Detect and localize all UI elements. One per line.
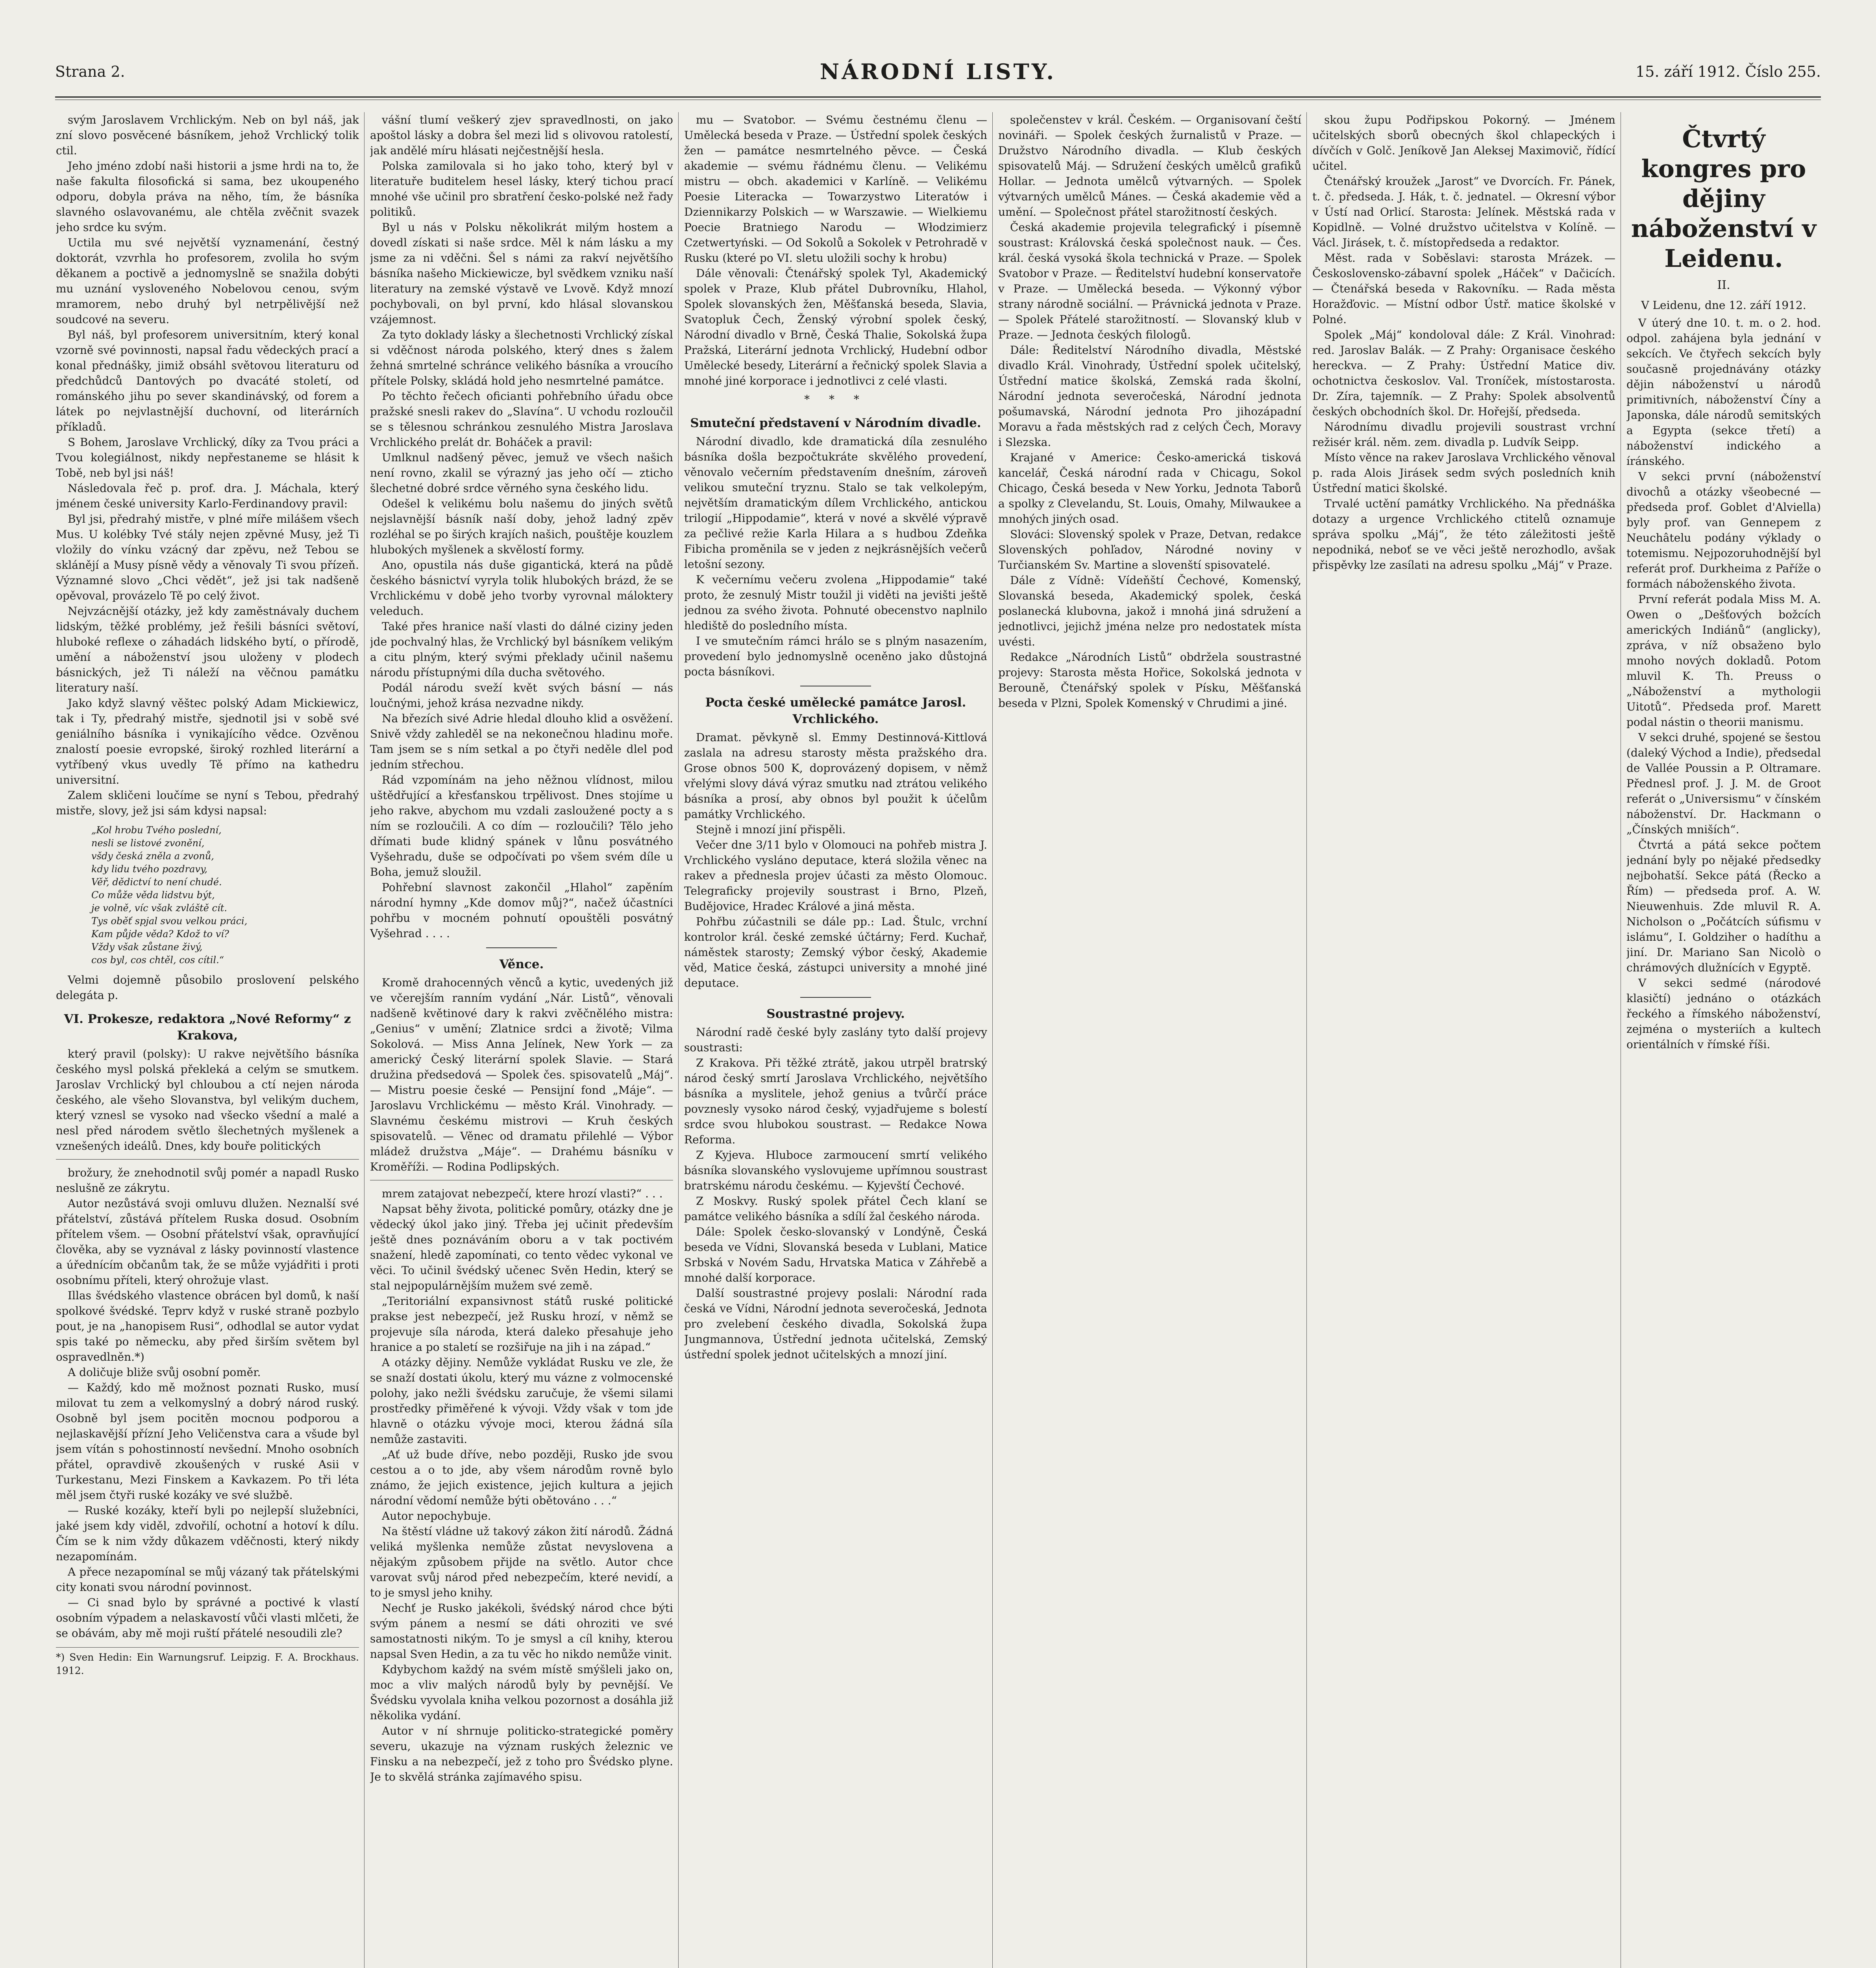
- paragraph: Také přes hranice naší vlasti do dálné ciziny jeden jde pochvalný hlas, že Vrchlický byl básníkem velikým a citu plným, který svými překlady učinil našemu národu přístupnými díla ducha světového.: [370, 620, 673, 679]
- paragraph: Redakce „Národních Listů“ obdržela soustrastné projevy: Starosta města Hořice, Sokolská jednota v Berouně, Čtenářský spolek v Písku, Měšťanská beseda v Plzni, Spolek Komenský v Chrudimi a jiné.: [998, 651, 1301, 710]
- paragraph: Následovala řeč p. prof. dra. J. Máchala, který jménem české university Karlo-Ferdinandovy pravil:: [56, 482, 359, 510]
- header-rule: [55, 96, 1821, 98]
- paragraph: Odešel k velikému bolu našemu do jiných světů nejslavnější básník naší doby, jehož ladný zpěv rozléhal se po širých krajích našich, pouštěje kouzlem hlubokých myšlenek a skvělostí formy.: [370, 497, 673, 556]
- footnote: *) Sven Hedin: Ein Warnungsruf. Leipzig. F. A. Brockhaus. 1912.: [56, 1647, 359, 1678]
- column-5: [1312, 112, 1615, 1968]
- separator: [486, 947, 557, 948]
- paragraph: První referát podala Miss M. A. Owen o „Dešťových božcích amerických Indiánů“ (anglicky), zpráva, v níž obsaženo bylo mnoho nových dokladů. Potom mluvil K. Th. Preuss o „Náboženství a mythologii Uitotů“. Předseda prof. Marett podal nástin o theorii manismu.: [1626, 593, 1821, 729]
- paragraph: Autor nezůstává svoji omluvu dlužen. Neznalší své přátelství, zůstává přítelem Ruska dosud. Osobním přítelem všem. — Osobní přátelství však, opravňující člověka, aby se vyznával z lásky povinností vlastence a úřednícím občanům tak, že se může vyjádřiti i proti osobnímu příteli, který ohrožuje vlast.: [56, 1197, 359, 1287]
- masthead-title: NÁRODNÍ LISTY.: [820, 59, 1056, 84]
- paragraph: A otázky dějiny. Nemůže vykládat Rusku ve zle, že se snaží dostati úkolu, který mu vázne z volmocenské polohy, jako nežli švédsku zaručuje, že všemi silami prostředky přiměřené k vývoji. Vždy však v tom jde hlavně o otázku vývoje moci, kterou žádná síla nemůže zastaviti.: [370, 1356, 673, 1446]
- paragraph: Na březích sivé Adrie hledal dlouho klid a osvěžení. Snivě vždy zahleděl se na nekonečnou hladinu moře. Tam jsem se s ním setkal a po čtyři neděle dlel pod jedním střechou.: [370, 712, 673, 771]
- running-header: [55, 59, 1821, 91]
- paragraph: Velmi dojemně působilo proslovení pelského delegáta p.: [56, 973, 359, 1002]
- section-heading: VI. Prokesze, redaktora „Nové Reformy“ z Krakova,: [64, 1012, 351, 1043]
- article-part-number: II.: [1717, 278, 1730, 292]
- paragraph: Illas švédského vlastence obrácen byl domů, k naší spolkové švédské. Teprv když v ruské straně pozbylo pout, je na „hanopisem Rusi“, odhodlal se autor vydat spis také po německu, aby před širším světem byl ospravedlněn.*): [56, 1289, 359, 1363]
- paragraph: Rád vzpomínám na jeho něžnou vlídnost, milou uštědřující a křesťanskou trpělivost. Dnes stojíme u jeho rakve, abychom mu vzdali zasloužené pocty a s ním se rozloučili. A co dím — rozloučili? Tělo jeho dřímati bude klidný spánek v lůnu posvátného Vyšehradu, duše se odpočívati po všem svém díle u Boha, jemuž sloužil.: [370, 773, 673, 879]
- column-4: [998, 112, 1301, 1968]
- paragraph: Autor nepochybuje.: [382, 1509, 491, 1522]
- paragraph: Autor v ní shrnuje politicko-strategické poměry severu, ukazuje na význam ruských železnic ve Finsku a na nebezpečí, jež z toho pro Švédsko plyne. Je to skvělá stránka zajímavého spisu.: [370, 1724, 673, 1783]
- paragraph: Polska zamilovala si ho jako toho, který byl v literatuře buditelem hesel lásky, který tichou prací mnohé vše učinil pro sbratření česko-polské než řady politiků.: [370, 159, 673, 218]
- column-3: [684, 112, 987, 1968]
- paragraph: Pohřební slavnost zakončil „Hlahol“ zapěním národní hymny „Kde domov můj?“, načež účastníci pohřbu v mocném pohnutí opouštěli posvátný Vyšehrad . . . .: [370, 881, 673, 940]
- paragraph: I ve smutečním rámci hrálo se s plným nasazením, provedení bylo jednomyslně oceněno jako důstojná pocta básníkovi.: [684, 634, 987, 678]
- paragraph: Jako když slavný věštec polský Adam Mickiewicz, tak i Ty, předrahý mistře, sjednotil jsi v sobě své geniálního básníka i vynikajícího vědce. Ozvěnou znalostí poesie evropské, široký rozhled literární a vytříbený vkus uvedly Tě přímo na kathedru universitní.: [56, 697, 359, 786]
- paragraph: Národní divadlo, kde dramatická díla zesnulého básníka došla bezpočtukráte skvělého provedení, věnovalo večerním představením dnešním, zároveň velikou smuteční tryznu. Stalo se tak velkolepým, největším dramatickým dílem Vrchlického, antickou trilogií „Hippodamie“, která v nové a skvělé výpravě za pečlivé režie Karla Hilara a s hudbou Zdeňka Fibicha proměnila se v jeden z nejkrásnějších večerů letošní sezony.: [684, 435, 987, 571]
- paragraph: Dramat. pěvkyně sl. Emmy Destinnová-Kittlová zaslala na adresu starosty města pražského dra. Grose obnos 500 K, doprovázený dopisem, v němž vřelými slovy dává výraz smutku nad ztrátou velikého básníka a prosí, aby obnos byl použit k účelům památky Vrchlického.: [684, 731, 987, 821]
- paragraph: Měst. rada v Soběslavi: starosta Mrázek. — Československo-zábavní spolek „Háček“ v Dačicích. — Čtenářská beseda v Rakovníku. — Rada města Horažďovic. — Místní odbor Ústř. matice školské v Polné.: [1312, 252, 1615, 326]
- paragraph: V úterý dne 10. t. m. o 2. hod. odpol. zahájena byla jednání v sekcích. Ve čtyřech sekcích byly současně projednávány otázky dějin náboženství u národů primitivních, náboženství Číny a Japonska, dále národů semitských a Egypta (sekce třetí) a náboženství indického a íránského.: [1626, 316, 1821, 468]
- article-title: Čtvrtý kongres pro dějiny náboženství v Leidenu.: [1631, 124, 1817, 273]
- paragraph: společenstev v král. Českém. — Organisovaní čeští novináři. — Spolek českých žurnalistů v Praze. — Družstvo Národního divadla. — Klub českých spisovatelů Máj. — Sdružení českých umělců grafiků Hollar. — Jednota umělců výtvarných. — Spolek výtvarných umělců Mánes. — Česká akademie věd a umění. — Společnost přátel starožitností českých.: [998, 113, 1301, 218]
- paragraph: Po těchto řečech oficianti pohřebního úřadu obce pražské snesli rakev do „Slavína“. U vchodu rozloučil se s tělesnou schránkou zesnulého Mistra Jaroslava Vrchlického prelát dr. Boháček a pravil:: [370, 390, 673, 449]
- paragraph: A přece nezapomínal se můj vázaný tak přátelskými city konati svou národní povinnost.: [56, 1565, 359, 1594]
- paragraph: Zalem skličeni loučíme se nyní s Tebou, předrahý mistře, slovy, jež jsi sám kdysi napsal:: [56, 789, 359, 817]
- paragraph: který pravil (polsky): U rakve největšího básníka českého mysl polská překleká a celým se smutkem. Jaroslav Vrchlický byl chloubou a ctí nejen národa českého, ale všeho Slovanstva, byl velikým duchem, který vznesl se vysoko nad všecko všední a malé a nesl před národem světlo šlechetných myšlenek a vznešených ideálů. Dnes, kdy bouře politických: [56, 1047, 359, 1152]
- column-divider: [678, 112, 679, 1968]
- column-6: [1626, 112, 1821, 1968]
- paragraph: Trvalé uctění památky Vrchlického. Na přednáška dotazy a urgence Vrchlického ctitelů oznamuje správa spolku „Máj“, že této záležitosti ještě nepodniká, neboť se ve věci ještě nerozhodlo, avšak přispěvky lze zasílati na adresu spolku „Máj“ v Praze.: [1312, 497, 1615, 572]
- paragraph: Kdybychom každý na svém místě smýšleli jako on, moc a vliv malých národů byly by pevnější. Ve Švédsku vyvolala kniha velkou pozornost a dosáhla již několika vydání.: [370, 1663, 673, 1722]
- paragraph: Z Moskvy. Ruský spolek přátel Čech klaní se památce velikého básníka a sdílí žal českého národa.: [684, 1195, 987, 1223]
- page-number: Strana 2.: [55, 63, 125, 80]
- section-heading: Věnce.: [499, 957, 544, 971]
- section-heading: Smuteční představení v Národním divadle.: [690, 416, 981, 430]
- paragraph: Z Krakova. Při těžké ztrátě, jakou utrpěl bratrský národ český smrtí Jaroslava Vrchlického, největšího básníka a myslitele, jehož genius a tvůrčí práce povznesly vysoko národ český, vyjadřujeme s bolestí srdce svou hlubokou soustrast. — Redakce Nowa Reforma.: [684, 1056, 987, 1146]
- paragraph: A doličuje bliže svůj osobní poměr.: [68, 1366, 261, 1379]
- paragraph: Spolek „Máj“ kondoloval dále: Z Král. Vinohrad: red. Jaroslav Balák. — Z Prahy: Organisace českého hereckva. — Z Prahy: Ústřední Matice div. ochotnictva českoslov. Val. Troníček, místostarosta. Dr. Zíra, tajemník. — Z Prahy: Spolek absolventů českých obchodních škol. Dr. Hořejší, předseda.: [1312, 328, 1615, 418]
- paragraph: Večer dne 3/11 bylo v Olomouci na pohřeb mistra J. Vrchlického vysláno deputace, která složila věnec na rakev a přednesla projev účasti za město Olomouc. Telegraficky projevily soustrast i Brno, Plzeň, Budějovice, Hradec Králové a jiná města.: [684, 838, 987, 913]
- column-2: [370, 112, 673, 1968]
- paragraph: brožury, že znehodnotil svůj pomér a napadl Rusko neslušně ze zákrytu.: [56, 1166, 359, 1195]
- paragraph: V sekci první (náboženství divochů a otázky všeobecné — předseda prof. Goblet d'Alviella) byly prof. van Gennepem z Neuchâtelu podány výklady o totemismu. Nejpozoruhodnější byl referát prof. Durkheima z Paříže o formách náboženského života.: [1626, 470, 1821, 590]
- paragraph: K večernímu večeru zvolena „Hippodamie“ také proto, že zesnulý Mistr toužil ji viděti na jevišti ještě jednou za svého života. Pohnuté obecenstvo naplnilo hlediště do posledního místa.: [684, 573, 987, 632]
- column-divider: [992, 112, 993, 1968]
- paragraph: — Ci snad bylo by správné a poctivé k vlastí osobním výpadem a nelaskavostí vůči vlasti mlčeti, že se obávám, aby mě moji ruští přátelé nesoudili zle?: [56, 1596, 359, 1640]
- paragraph: Národnímu divadlu projevili soustrast vrchní režisér král. něm. zem. divadla p. Ludvík Seipp.: [1312, 420, 1615, 449]
- paragraph: Ano, opustila nás duše gigantická, která na půdě českého básnictví vyryla tolik hlubokých brázd, že se Vrchlickému v době jeho tvorby vyrovnal máloktery veleduch.: [370, 559, 673, 618]
- paragraph: Umlknul nadšený pěvec, jemuž ve všech našich není rovno, zkalil se výrazný jas jeho očí — zticho šlechetné dobré srdce věrného syna českého lidu.: [370, 451, 673, 495]
- paragraph: Byl náš, byl profesorem universitním, který konal vzorně své povinnosti, napsal řadu vědeckých prací a konal přednášky, jimiž obsáhl světovou literaturu od předchůdců Dantových po dvacáté století, od románského jihu po sever skandinávský, od forem a látek po nejvlastnější duchovní, od literárních příkladů.: [56, 328, 359, 433]
- paragraph: mrem zatajovat nebezpečí, ktere hrozí vlasti?“ . . .: [382, 1187, 663, 1200]
- paragraph: Na štěstí vládne už takový zákon žití národů. Žádná veliká myšlenka nemůže zůstat nevyslovena a nějakým způsobem přijde na světlo. Autor chce varovat svůj národ před nebezpečím, které nevidí, a to je smysl jeho knihy.: [370, 1525, 673, 1599]
- paragraph: Za tyto doklady lásky a šlechetnosti Vrchlický získal si vděčnost národa polského, který dnes s žalem žehná smrtelné schránce velikého básníka a vroucího přítele Polsky, skládá hold jeho nesmrtelné památce.: [370, 328, 673, 387]
- paragraph: Byl jsi, předrahý mistře, v plné míře milášem všech Mus. U kolébky Tvé stály nejen zpěvné Musy, jež Ti vložily do vínku vzácný dar zpěvu, než Tebou se sklánějí a Musy písně vědy a věnovaly Ti svou přízeň. Významné slovo „Chci vědět“, jež jsi tak nadšeně opěvoval, provázelo Tě po celý život.: [56, 512, 359, 602]
- paragraph: Místo věnce na rakev Jaroslava Vrchlického věnoval p. rada Alois Jirásek sedm svých posledních knih Ústřední matici školské.: [1312, 451, 1615, 495]
- paragraph: skou župu Podřipskou Pokorný. — Jménem učitelských sborů obecných škol chlapeckých i dívčích v Golč. Jeníkově Jan Aleksej Maximovič, řídící učitel.: [1312, 113, 1615, 172]
- paragraph: V sekci druhé, spojené se šestou (daleký Východ a Indie), předsedal de Vallée Poussin a P. Oltramare. Přednesl prof. J. J. M. de Groot referát o „Universismu“ v čínském náboženství. Dr. Hackmann o „Čínských mniších“.: [1626, 731, 1821, 836]
- poem-quote: „Kol hrobu Tvého poslední, nesli se listové zvonění, všdy česká zněla a zvonů, kdy lidu tvého pozdravy, Věř, dědictví to není chudé. Co může věda lidstvu být, je volně, víc však zvláště cít. Tys oběť spjal svou velkou práci, Kam půjde věda? Kdož to ví? Vždy však zůstane živý, cos byl, cos chtěl, cos cítil.“: [91, 825, 248, 966]
- paragraph: mu — Svatobor. — Svému čestnému členu — Umělecká beseda v Praze. — Ústřední spolek českých žen — památce nesmrtelného pěvce. — Česká akademie — svému řádnému členu. — Velikému mistru — obch. akademici v Karlíně. — Velikému Poesie Literacka — Towarzystwo Literatów i Dziennikarzy Polskich — w Warszawie. — Wielkiemu Poecie Bratniego Narodu — Włodzimierz Czetwertyński. — Od Sokolů a Sokolek v Petrohradě v Rusku (které po VI. sletu uložili sochy k hrobu): [684, 113, 987, 264]
- paragraph: — Každý, kdo mě možnost poznati Rusko, musí milovat tu zem a velkomyslný a dobrý národ ruský. Osobně byl jsem pocitěn mocnou podporou a nejlaskavější přízní Jeho Veličenstva cara a všude byl jsem vítán s pohostinností nevšední. Mnoho osobních přátel, opravdivě zkoušených v ruské Asii v Turkestanu, Mezi Finskem a Kavkazem. Po tři léta měl jsem čtyři ruské kozáky ve své službě.: [56, 1381, 359, 1502]
- paragraph: Čtvrtá a pátá sekce počtem jednání byly po nějaké předsedky nejbohatší. Sekce pátá (Řecko a Řím) — předseda prof. A. W. Nieuwenhuis. Zde mluvil R. A. Nicholson o „Počátcích súfismu v islámu“, I. Goldziher o hadíthu a jiní. Dr. Mariano San Nicolò o chrámových dlužnících v Egyptě.: [1626, 838, 1821, 974]
- paragraph: „Teritoriální expansivnost států ruské politické prakse jest nebezpečí, jež Rusku hrozí, v němž se projevuje síla národa, která daleko přesahuje jeho hranice a po staletí se rozšiřuje na jih i na západ.“: [370, 1295, 673, 1354]
- paragraph: Česká akademie projevila telegrafický i písemně soustrast: Královská česká společnost nauk. — Čes. král. česká vysoká škola technická v Praze. — Spolek Svatobor v Praze. — Ředitelství hudební konservatoře v Praze. — Umělecká beseda. — Výkonný výbor strany národně sociální. — Právnická jednota v Praze. — Spolek Přátelé starožitností. — Slovanský klub v Praze. — Jednota českých filologů.: [998, 221, 1301, 341]
- paragraph: Nechť je Rusko jakékoli, švédský národ chce býti svým pánem a nesmí se dáti ohroziti ve své samostatnosti nikým. To je smysl a cíl knihy, kterou napsal Sven Hedin, a za tu věc ho nikdo nemůže vinit.: [370, 1602, 673, 1661]
- dateline: V Leidenu, dne 12. září 1912.: [1641, 299, 1806, 312]
- section-heading: Soustrastné projevy.: [766, 1007, 905, 1021]
- paragraph: S Bohem, Jaroslave Vrchlický, díky za Tvou práci a Tvou kolegiálnost, nikdy nepřestaneme se hlásit k Tobě, neb byl jsi náš!: [56, 436, 359, 479]
- paragraph: svým Jaroslavem Vrchlickým. Neb on byl náš, jak zní slovo posvěcené básníkem, jehož Vrchlický tolik ctil.: [56, 113, 359, 157]
- column-1: [56, 112, 359, 1968]
- column-divider: [1306, 112, 1307, 1968]
- paragraph: Dále z Vídně: Vídeňští Čechové, Komenský, Slovanská beseda, Akademický spolek, česká poslanecká klubovna, jakož i mnohá jiná sdružení a jednotlivci, jejichž jména nelze pro nedostatek místa uvésti.: [998, 574, 1301, 648]
- paragraph: vášní tlumí veškerý zjev spravedlnosti, on jako apoštol lásky a dobra šel mezi lid s olivovou ratolestí, jak andělé míru hlásati nejčestnější hesla.: [370, 113, 673, 157]
- paragraph: Dále: Spolek česko-slovanský v Londýně, Česká beseda ve Vídni, Slovanská beseda v Lublani, Matice Srbská v Novém Sadu, Hrvatska Matica v Záhřebě a mnohé další korporace.: [684, 1225, 987, 1284]
- paragraph: Další soustrastné projevy poslali: Národní rada česká ve Vídni, Národní jednota severočeská, Jednota pro zvelebení českého divadla, Sokolská župa Jungmannova, Ústřední jednota učitelská, Zemský ústřední spolek jednot učitelských a mnozí jiní.: [684, 1287, 987, 1361]
- paragraph: Byl u nás v Polsku několikrát milým hostem a dovedl získati si naše srdce. Měl k nám lásku a my jsme za ni vděčni. Šel s námi za rakví největšího básníka našeho Mickiewicze, byl svědkem vzniku naší literatury na zemské výstavě ve Lvově. Když mnozí pochybovali, on byl první, kdo hlásal slovanskou vzájemnost.: [370, 221, 673, 326]
- paragraph: Kromě drahocenných věnců a kytic, uvedených již ve včerejším ranním vydání „Nár. Listů“, věnovali nadšeně květinové dary k rakvi zvěčnělého mistra: „Genius“ v umění; Zlatnice srdci a životě; Vilma Sokolová. — Miss Anna Jelínek, New York — za americký Český literární spolek Slavie. — Stará družina předsedová — Spolek čes. spisovatelů „Máj“. — Mistru poesie české — Pensijní fond „Máje“. — Jaroslavu Vrchlickému — město Král. Vinohrady. — Slavnému českému mistrovi — Kruh českých spisovatelů. — Věnec od dramatu přilehlé — Výbor mládež družstva „Máje“. — Drahému básníku v Kroměříži. — Rodina Podlipských.: [370, 976, 673, 1173]
- paragraph: Stejně i mnozí jiní přispěli.: [696, 823, 846, 836]
- separator: [800, 997, 871, 998]
- paragraph: Dále: Ředitelství Národního divadla, Městské divadlo Král. Vinohrady, Ústřední spolek učitelský, Ústřední matice školská, Zemská rada školní, Národní jednota severočeská, Národní jednota pošumavská, Národní jednota Pro jihozápadní Moravu a řada městských rad z celých Čech, Moravy i Slezska.: [998, 344, 1301, 449]
- paragraph: Krajané v Americe: Česko-americká tisková kancelář, Česká národní rada v Chicagu, Sokol Chicago, Česká beseda v New Yorku, Jednota Taborů a spolky z Clevelandu, St. Louis, Omahy, Milwaukee a mnohých jiných osad.: [998, 451, 1301, 525]
- paragraph: — Ruské kozáky, kteří byli po nejlepší služebníci, jaké jsem kdy viděl, zdvořilí, ochotní a hotoví k dílu. Čím se k nim vždy důkazem vděčnosti, který nikdy nezapomínám.: [56, 1504, 359, 1563]
- paragraph: Nejvzácnější otázky, jež kdy zaměstnávaly duchem lidským, těžké problémy, jež řešili básníci světoví, hluboké reflexe o záhadách lidského bytí, o přírodě, umění a náboženství jsou uloženy v plodech básnických, jež Ti náleží na věčnou památku literatury naší.: [56, 605, 359, 694]
- paragraph: Podál národu sveží květ svých básní — nás loučnými, jehož krása nezvadne nikdy.: [370, 681, 673, 710]
- paragraph: Napsat běhy života, politické pomůry, otázky dne je vědecký úkol jako jiný. Třeba jej učinit především ještě dnes poznáváním oboru a v tak poctivém snažení, hledě zapomínati, co tento vědec vykonal ve věci. To učinil švédský učenec Svěn Hedin, který se stal nejpopulárnějším mužem své země.: [370, 1202, 673, 1292]
- paragraph: Z Kyjeva. Hluboce zarmoucení smrtí velikého básníka slovanského vyslovujeme upřímnou soustrast bratrskému národu českému. — Kyjevští Čechové.: [684, 1149, 987, 1192]
- paragraph: Slováci: Slovenský spolek v Praze, Detvan, redakce Slovenských pohľadov, Národné noviny v Turčianském Sv. Martine a slovenští spisovatelé.: [998, 528, 1301, 572]
- issue-date: 15. září 1912. Číslo 255.: [1635, 63, 1821, 80]
- feuilleton-rule: [56, 1159, 359, 1160]
- paragraph: Dále věnovali: Čtenářský spolek Tyl, Akademický spolek v Praze, Klub přátel Dubrovníku, Hlahol, Spolek slovanských žen, Měšťanská beseda, Slavia, Svatopluk Čech, Ženský výrobní spolek český, Národní divadlo v Brně, Česká Thalie, Sokolská župa Pražská, Literární jednota Vrchlický, Hudební odbor Umělecké besedy, Literární a řečnický spolek Slavia a mnohé jiné korporace i jednotlivci z celé vlasti.: [684, 267, 987, 387]
- paragraph: Čtenářský kroužek „Jarost“ ve Dvorcích. Fr. Pánek, t. č. předseda. J. Hák, t. č. jednatel. — Okresní výbor v Ústí nad Orlicí. Starosta: Jelínek. Městská rada v Kopidlně. — Volné družstvo učitelstva v Kolíně. — Václ. Jirásek, t. č. místopředseda a redaktor.: [1312, 175, 1615, 249]
- ornament: * * *: [804, 393, 867, 406]
- paragraph: Pohřbu zúčastnili se dále pp.: Lad. Štulc, vrchní kontrolor král. české zemské účtárny; Ferd. Kuchař, náměstek starosty; Zemský výbor český, Akademie věd, Matice česká, zástupci university a mnohé jiné deputace.: [684, 915, 987, 990]
- paragraph: Uctila mu své největší vyznamenání, čestný doktorát, vzvrhla ho profesorem, zvolila ho svým děkanem a poctivě a jednomyslně se snažila dobýti mu uznání vysloveného Nobelovou cenou, svým mramorem, nebo druhý byl netrpělivější než soudcové na severu.: [56, 236, 359, 326]
- paragraph: Jeho jméno zdobí naši historii a jsme hrdi na to, že naše fakulta filosofická si sama, bez ukoupeného odporu, dobyla práva na něho, tím, že básníka slavného oslavovanému, ale chtěla zvěčnit svazek jeho srdce ku svým.: [56, 159, 359, 234]
- paragraph: „Ať už bude dříve, nebo později, Rusko jde svou cestou a o to jde, aby všem národům rovně bylo známo, že jejich existence, jejich kultura a jejich národní vědomí nemůže býti obětováno . . .“: [370, 1448, 673, 1507]
- section-heading: Pocta české umělecké památce Jarosl. Vrchlického.: [705, 695, 966, 726]
- paragraph: V sekci sedmé (národové klasičtí) jednáno o otázkách řeckého a římského náboženství, zejména o mysteriích a kultech orientálních v římské říši.: [1626, 977, 1821, 1051]
- paragraph: Národní radě české byly zaslány tyto další projevy soustrasti:: [684, 1026, 987, 1054]
